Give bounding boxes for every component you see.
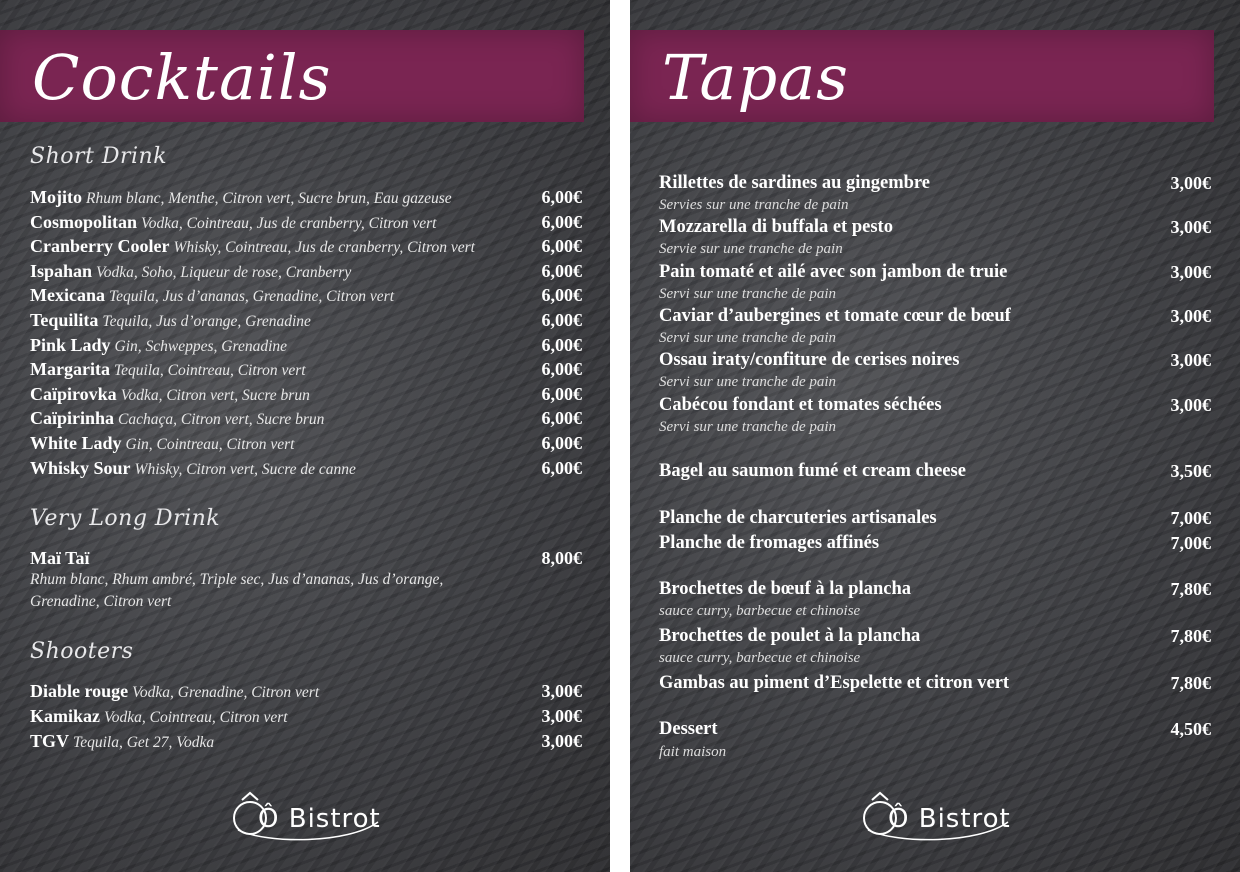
item-subtitle: Servi sur une tranche de pain xyxy=(659,374,837,390)
item-description: Tequila, Jus d’ananas, Grenadine, Citron vert xyxy=(108,288,395,306)
menu-item xyxy=(30,458,582,482)
item-name: Pink Lady xyxy=(30,334,111,355)
item-price: 3,00€ xyxy=(1170,395,1211,415)
menu-item xyxy=(30,359,582,383)
menu-item-mai-tai xyxy=(30,548,582,572)
item-price: 3,00€ xyxy=(1170,350,1211,370)
item-name: Pain tomaté et ailé avec son jambon de truie xyxy=(659,262,1008,282)
tapas-menu-page xyxy=(630,0,1240,872)
item-name: Margarita xyxy=(30,359,110,380)
tapas-item xyxy=(659,395,1211,416)
item-description: Tequila, Jus d’orange, Grenadine xyxy=(102,313,311,330)
item-description: Whisky, Citron vert, Sucre de canne xyxy=(134,460,356,478)
item-price: 6,00€ xyxy=(541,457,582,478)
item-price: 6,00€ xyxy=(541,187,582,207)
item-price: 6,00€ xyxy=(541,211,582,232)
menu-item xyxy=(30,408,582,432)
short-drink-heading: Short Drink xyxy=(30,144,168,169)
menu-item xyxy=(30,384,582,408)
item-price: 4,50€ xyxy=(1170,719,1211,739)
shooters-heading: Shooters xyxy=(30,639,134,664)
item-price: 6,00€ xyxy=(541,334,582,355)
item-price: 7,00€ xyxy=(1170,533,1211,553)
tapas-item xyxy=(659,461,1211,482)
bistrot-logo xyxy=(228,786,388,846)
item-description: Vodka, Soho, Liqueur de rose, Cranberry xyxy=(96,263,352,281)
bistrot-logo xyxy=(858,786,1018,846)
item-name: Caviar d’aubergines et tomate cœur de bœuf xyxy=(659,306,1011,326)
item-description: Vodka, Grenadine, Citron vert xyxy=(132,684,320,701)
item-name: TGV xyxy=(30,731,70,751)
menu-item xyxy=(30,187,582,211)
tapas-item xyxy=(659,306,1211,327)
item-price: 6,00€ xyxy=(541,383,582,404)
item-price: 6,00€ xyxy=(541,359,582,380)
item-price: 7,80€ xyxy=(1170,579,1211,599)
item-name: Planche de charcuteries artisanales xyxy=(659,508,937,528)
tapas-item xyxy=(659,579,1211,600)
menu-item xyxy=(30,261,582,285)
logo-text: Ô Bistrot xyxy=(258,804,381,834)
menu-item xyxy=(30,433,582,457)
item-name: Brochettes de poulet à la plancha xyxy=(659,626,921,646)
tapas-item xyxy=(659,533,1211,554)
item-price: 6,00€ xyxy=(541,408,582,429)
tapas-item xyxy=(659,673,1211,694)
cocktails-title: Cocktails xyxy=(32,41,332,114)
item-name: Cosmopolitan xyxy=(30,211,138,232)
item-description: Vodka, Citron vert, Sucre brun xyxy=(120,386,310,404)
item-subtitle: sauce curry, barbecue et chinoise xyxy=(659,603,861,619)
tapas-item xyxy=(659,262,1211,283)
tapas-item xyxy=(659,719,1211,740)
item-price: 7,80€ xyxy=(1170,626,1211,646)
menu-item xyxy=(30,731,582,755)
tapas-title: Tapas xyxy=(662,41,849,114)
item-price: 8,00€ xyxy=(541,548,582,568)
item-name: Dessert xyxy=(659,719,718,739)
item-name: Mexicana xyxy=(30,285,105,306)
tapas-item xyxy=(659,217,1211,238)
menu-item xyxy=(30,310,582,334)
item-description: Cachaça, Citron vert, Sucre brun xyxy=(118,411,325,429)
item-name: Ispahan xyxy=(30,260,93,281)
item-subtitle: sauce curry, barbecue et chinoise xyxy=(659,650,861,666)
item-price: 3,00€ xyxy=(1170,306,1211,326)
item-subtitle: Servi sur une tranche de pain xyxy=(659,286,837,302)
item-name: Mojito xyxy=(30,187,82,207)
menu-item xyxy=(30,236,582,260)
item-price: 3,00€ xyxy=(1170,173,1211,193)
item-price: 3,00€ xyxy=(1170,262,1211,282)
item-name: White Lady xyxy=(30,433,122,453)
tapas-item xyxy=(659,173,1211,194)
item-name: Diable rouge xyxy=(30,681,129,701)
item-name: Cabécou fondant et tomates séchées xyxy=(659,395,942,415)
item-name: Rillettes de sardines au gingembre xyxy=(659,173,930,193)
item-price: 6,00€ xyxy=(541,236,582,257)
item-price: 3,00€ xyxy=(1170,217,1211,237)
item-name: Tequilita xyxy=(30,310,99,330)
item-price: 7,80€ xyxy=(1170,673,1211,693)
item-name: Cranberry Cooler xyxy=(30,236,170,257)
mai-tai-desc-line2: Grenadine, Citron vert xyxy=(30,593,172,610)
item-name: Gambas au piment d’Espelette et citron vert xyxy=(659,673,1010,693)
item-subtitle: Servie sur une tranche de pain xyxy=(659,241,843,257)
item-description: Vodka, Cointreau, Jus de cranberry, Citron vert xyxy=(141,214,437,232)
item-price: 7,00€ xyxy=(1170,508,1211,528)
menu-item xyxy=(30,335,582,359)
mai-tai-desc-line1: Rhum blanc, Rhum ambré, Triple sec, Jus d’ananas, Jus d’orange, xyxy=(30,571,444,588)
item-subtitle: Servies sur une tranche de pain xyxy=(659,197,849,213)
cocktails-banner xyxy=(0,30,584,122)
item-price: 6,00€ xyxy=(541,285,582,306)
item-price: 3,50€ xyxy=(1170,461,1211,481)
item-name: Whisky Sour xyxy=(30,457,131,478)
item-name: Planche de fromages affinés xyxy=(659,533,880,553)
item-description: Tequila, Cointreau, Citron vert xyxy=(113,362,306,380)
item-price: 6,00€ xyxy=(541,310,582,330)
menu-item xyxy=(30,681,582,705)
item-description: Tequila, Get 27, Vodka xyxy=(73,734,215,751)
item-description: Gin, Cointreau, Citron vert xyxy=(125,436,295,453)
item-price: 6,00€ xyxy=(541,433,582,453)
cocktails-menu-page xyxy=(0,0,610,872)
logo-text: Ô Bistrot xyxy=(888,804,1011,834)
item-price: 6,00€ xyxy=(541,260,582,281)
item-description: Rhum blanc, Menthe, Citron vert, Sucre brun, Eau gazeuse xyxy=(85,190,452,207)
tapas-item xyxy=(659,508,1211,529)
tapas-item xyxy=(659,626,1211,647)
item-name: Kamikaz xyxy=(30,706,100,726)
item-name: Caïpirinha xyxy=(30,408,115,429)
menu-item xyxy=(30,285,582,309)
item-description: Vodka, Cointreau, Citron vert xyxy=(104,709,288,726)
item-subtitle: Servi sur une tranche de pain xyxy=(659,419,837,435)
tapas-banner xyxy=(630,30,1214,122)
item-name: Brochettes de bœuf à la plancha xyxy=(659,579,911,599)
item-subtitle: fait maison xyxy=(659,744,727,760)
item-name: Mozzarella di buffala et pesto xyxy=(659,217,893,237)
item-name: Ossau iraty/confiture de cerises noires xyxy=(659,350,960,370)
item-price: 3,00€ xyxy=(541,731,582,751)
item-description: Gin, Schweppes, Grenadine xyxy=(114,337,288,355)
tapas-item xyxy=(659,350,1211,371)
item-name: Bagel au saumon fumé et cream cheese xyxy=(659,461,966,481)
very-long-drink-heading: Very Long Drink xyxy=(30,506,221,531)
item-name: Caïpirovka xyxy=(30,383,117,404)
menu-item xyxy=(30,212,582,236)
item-name: Maï Taï xyxy=(30,548,90,568)
item-description: Whisky, Cointreau, Jus de cranberry, Citron vert xyxy=(173,239,475,257)
item-price: 3,00€ xyxy=(541,706,582,726)
item-subtitle: Servi sur une tranche de pain xyxy=(659,330,837,346)
menu-item xyxy=(30,706,582,730)
item-price: 3,00€ xyxy=(541,681,582,701)
